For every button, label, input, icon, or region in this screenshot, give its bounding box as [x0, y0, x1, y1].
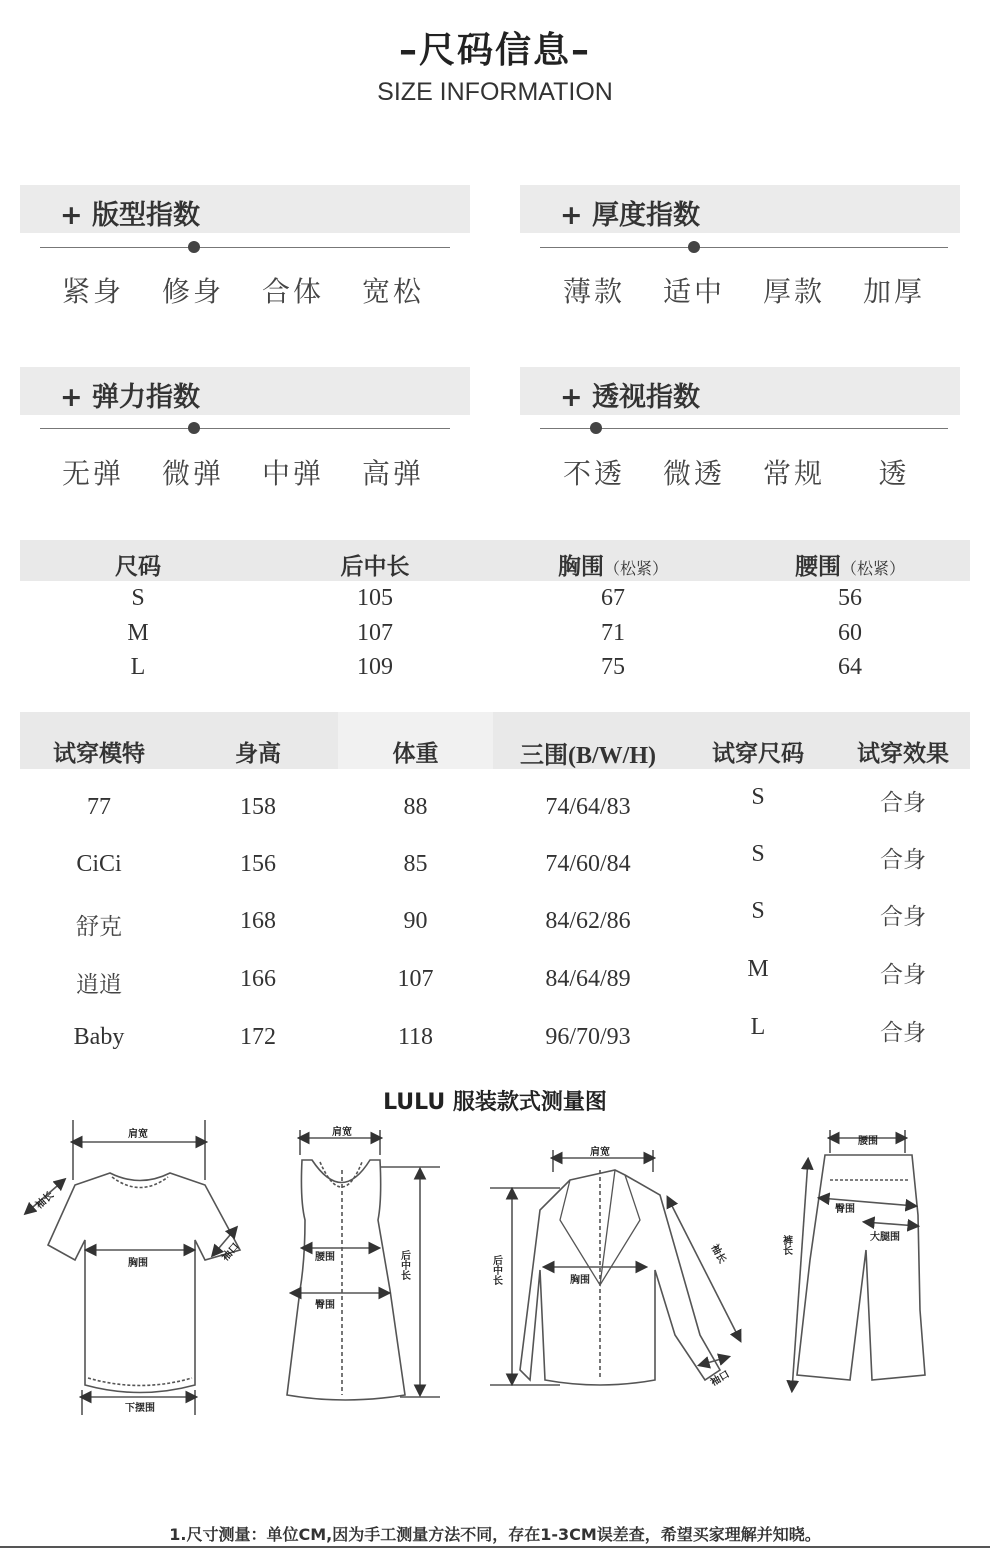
model-cell: 逍逍 [76, 972, 122, 998]
index-elasticity-scale [40, 428, 450, 429]
index-elasticity-marker [188, 422, 200, 434]
model-cell: 107 [397, 966, 434, 992]
size-cell: 56 [838, 585, 862, 611]
index-transparency [520, 367, 960, 507]
tshirt-label-chest: 胸围 [128, 1258, 148, 1269]
index-elasticity-option: 中弹 [261, 457, 324, 490]
footer-divider [0, 1546, 990, 1548]
index-fit-option: 紧身 [61, 275, 124, 308]
index-elasticity [20, 367, 470, 507]
size-cell: M [127, 620, 149, 646]
model-cell: S [751, 841, 765, 867]
index-elasticity-option: 无弹 [61, 457, 124, 490]
model-cell: 168 [240, 908, 276, 934]
index-fit-option: 修身 [161, 275, 224, 308]
jacket-label-sleeve: 袖长 [708, 1242, 728, 1266]
model-cell: L [750, 1014, 766, 1040]
index-fit-marker [188, 241, 200, 253]
tshirt-label-cuff: 袖口 [220, 1241, 242, 1264]
index-thickness-marker [688, 241, 700, 253]
index-fit-option: 合体 [261, 275, 324, 308]
tshirt-label-hem: 下摆围 [125, 1403, 155, 1414]
model-header-height: 身高 [235, 741, 281, 767]
jacket-label-chest: 胸围 [570, 1275, 590, 1286]
index-thickness-option: 厚款 [762, 275, 825, 308]
index-transparency-title: + 透视指数 [560, 382, 701, 413]
dress-label-hip: 臀围 [315, 1300, 335, 1311]
model-cell: 88 [403, 794, 428, 820]
model-header-model: 试穿模特 [53, 741, 145, 767]
size-cell: S [131, 585, 145, 611]
jacket-label-cuff: 袖口 [708, 1369, 732, 1389]
size-header-waist: 腰围（松紧） [794, 554, 905, 580]
size-cell: L [130, 654, 146, 680]
index-transparency-marker [590, 422, 602, 434]
index-elasticity-title: + 弹力指数 [60, 382, 201, 413]
size-cell: 107 [357, 620, 393, 646]
index-elasticity-option: 高弹 [361, 457, 424, 490]
model-cell: 96/70/93 [545, 1024, 631, 1050]
size-cell: 105 [357, 585, 393, 611]
index-elasticity-option: 微弹 [161, 457, 224, 490]
model-header-measurements: 三围(B/W/H) [520, 743, 656, 769]
size-cell: 67 [601, 585, 625, 611]
index-thickness-option: 加厚 [862, 275, 925, 308]
model-cell: Baby [73, 1024, 125, 1050]
index-fit-option: 宽松 [361, 275, 424, 308]
index-transparency-option: 不透 [562, 457, 625, 490]
footer-note: 1.尺寸测量：单位CM,因为手工测量方法不同，存在1-3CM误差查，希望买家理解并知晓。 [169, 1525, 821, 1544]
model-cell: CiCi [76, 851, 122, 877]
index-thickness-option: 薄款 [562, 275, 625, 308]
model-cell: 合身 [880, 1020, 926, 1046]
model-cell: 90 [403, 908, 428, 934]
tshirt-label-shoulder: 肩宽 [128, 1129, 148, 1140]
index-transparency-option: 微透 [662, 457, 725, 490]
pants-label-length: 裤长 [780, 1235, 792, 1255]
model-header-weight: 体重 [392, 741, 439, 767]
model-cell: S [751, 898, 765, 924]
model-cell: 合身 [880, 790, 926, 816]
model-cell: 85 [403, 851, 428, 877]
jacket-label-length: 后中长 [490, 1255, 502, 1285]
index-fit [20, 185, 470, 325]
model-cell: 158 [240, 794, 276, 820]
dress-label-waist: 腰围 [315, 1252, 335, 1263]
model-cell: 合身 [880, 904, 926, 930]
size-cell: 109 [357, 654, 393, 680]
pants-label-hip: 臀围 [835, 1204, 855, 1215]
dress-illustration [287, 1130, 440, 1400]
model-cell: 172 [240, 1024, 276, 1050]
jacket-label-shoulder: 肩宽 [590, 1147, 610, 1158]
model-cell: 84/64/89 [545, 966, 631, 992]
index-thickness-option: 适中 [662, 275, 725, 308]
index-fit-scale [40, 247, 450, 248]
model-header-fit: 试穿效果 [857, 741, 949, 767]
tshirt-label-sleeve: 袖长 [33, 1189, 57, 1212]
page-subtitle: SIZE INFORMATION [377, 78, 613, 106]
pants-label-thigh: 大腿围 [870, 1232, 900, 1243]
model-cell: 74/60/84 [545, 851, 631, 877]
dress-label-length: 后中长 [398, 1250, 410, 1280]
size-header-size: 尺码 [115, 554, 161, 580]
model-cell: 舒克 [76, 914, 122, 940]
model-cell: S [751, 784, 765, 810]
model-cell: 118 [397, 1024, 434, 1050]
index-fit-title: + 版型指数 [60, 200, 201, 231]
model-cell: 74/64/83 [545, 794, 631, 820]
pants-illustration [792, 1130, 925, 1390]
page-title: –尺码信息– [398, 30, 591, 71]
pants-label-waist: 腰围 [858, 1136, 878, 1147]
index-transparency-option: 常规 [762, 457, 825, 490]
dress-label-shoulder: 肩宽 [332, 1127, 352, 1138]
measurement-diagram [0, 1110, 990, 1430]
size-cell: 71 [601, 620, 625, 646]
model-cell: 77 [87, 794, 111, 820]
jacket-illustration [490, 1150, 740, 1385]
size-cell: 75 [601, 654, 625, 680]
model-cell: M [747, 956, 769, 982]
model-cell: 合身 [880, 962, 926, 988]
model-cell: 合身 [880, 847, 926, 873]
diagram-title: LULU 服装款式测量图 [383, 1090, 607, 1115]
size-header-length: 后中长 [340, 554, 410, 580]
size-cell: 60 [838, 620, 862, 646]
index-thickness-scale [540, 247, 948, 248]
size-header-chest: 胸围（松紧） [557, 554, 668, 580]
size-cell: 64 [838, 654, 862, 680]
model-header-trial-size: 试穿尺码 [712, 741, 804, 767]
index-thickness [520, 185, 960, 325]
index-thickness-title: + 厚度指数 [560, 200, 701, 231]
model-cell: 84/62/86 [545, 908, 631, 934]
model-cell: 166 [240, 966, 276, 992]
model-cell: 156 [240, 851, 276, 877]
index-transparency-option: 透 [878, 457, 910, 490]
